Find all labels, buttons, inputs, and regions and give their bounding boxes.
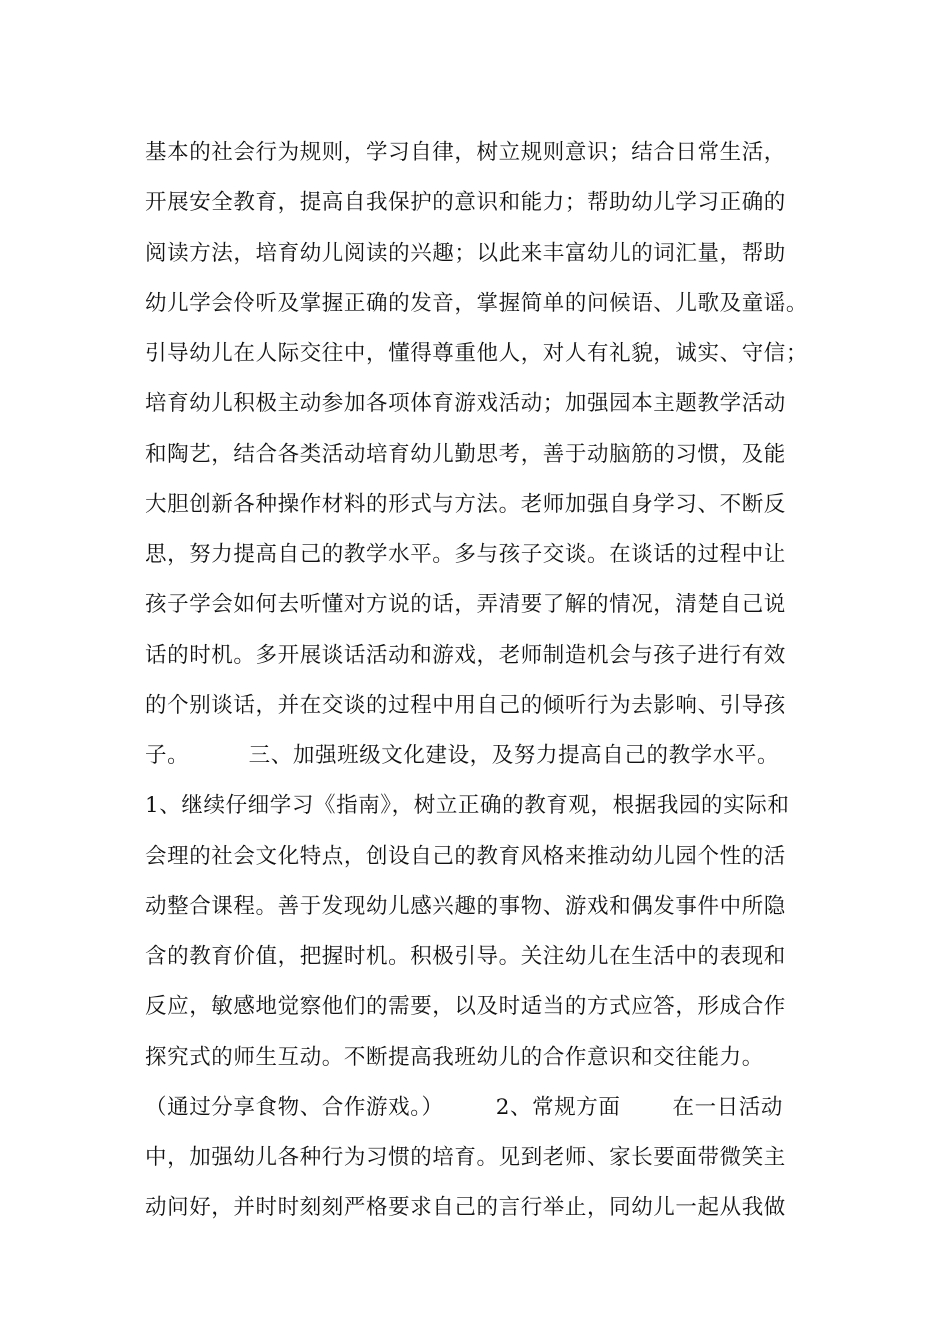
text-line: 反应，敏感地觉察他们的需要，以及时适当的方式应答，形成合作 xyxy=(145,994,786,1020)
text-line: 中，加强幼儿各种行为习惯的培育。见到老师、家长要面带微笑主 xyxy=(145,1145,786,1170)
text-line: 含的教育价值，把握时机。积极引导。关注幼儿在生活中的表现和 xyxy=(145,944,786,969)
text-line: （通过分享食物、合作游戏。） 2、常规方面 在一日活动 xyxy=(145,1094,784,1120)
text-line: 和陶艺，结合各类活动培育幼儿勤思考，善于动脑筋的习惯，及能 xyxy=(145,441,786,467)
text-line: 基本的社会行为规则，学习自律，树立规则意识；结合日常生活， xyxy=(145,140,786,165)
text-line: 1、继续仔细学习《指南》，树立正确的教育观，根据我园的实际和 xyxy=(145,793,790,819)
text-line: 会理的社会文化特点，创设自己的教育风格来推动幼儿园个性的活 xyxy=(145,843,786,869)
text-line: 的个别谈话，并在交谈的过程中用自己的倾听行为去影响、引导孩 xyxy=(145,692,786,718)
text-line: 阅读方法，培育幼儿阅读的兴趣；以此来丰富幼儿的词汇量，帮助 xyxy=(145,240,786,266)
text-line: 动问好，并时时刻刻严格要求自己的言行举止，同幼儿一起从我做 xyxy=(145,1195,786,1221)
text-line: 子。 三、加强班级文化建设，及努力提高自己的教学水平。 xyxy=(145,743,780,768)
text-line: 探究式的师生互动。不断提高我班幼儿的合作意识和交往能力。 xyxy=(145,1044,764,1070)
text-line: 思，努力提高自己的教学水平。多与孩子交谈。在谈话的过程中让 xyxy=(145,542,786,567)
text-line: 开展安全教育，提高自我保护的意识和能力；帮助幼儿学习正确的 xyxy=(145,190,786,216)
text-line: 培育幼儿积极主动参加各项体育游戏活动；加强园本主题教学活动 xyxy=(145,391,786,417)
text-line: 孩子学会如何去听懂对方说的话，弄清要了解的情况，清楚自己说 xyxy=(145,592,786,618)
text-line: 引导幼儿在人际交往中，懂得尊重他人，对人有礼貌，诚实、守信； xyxy=(145,341,809,366)
body-text xyxy=(145,128,845,1234)
text-line: 大胆创新各种操作材料的形式与方法。老师加强自身学习、不断反 xyxy=(145,491,786,517)
text-line: 动整合课程。善于发现幼儿感兴趣的事物、游戏和偶发事件中所隐 xyxy=(145,893,786,919)
text-line: 幼儿学会伶听及掌握正确的发音，掌握简单的问候语、儿歌及童谣。 xyxy=(145,290,809,316)
text-line: 话的时机。多开展谈话活动和游戏，老师制造机会与孩子进行有效 xyxy=(145,642,786,668)
